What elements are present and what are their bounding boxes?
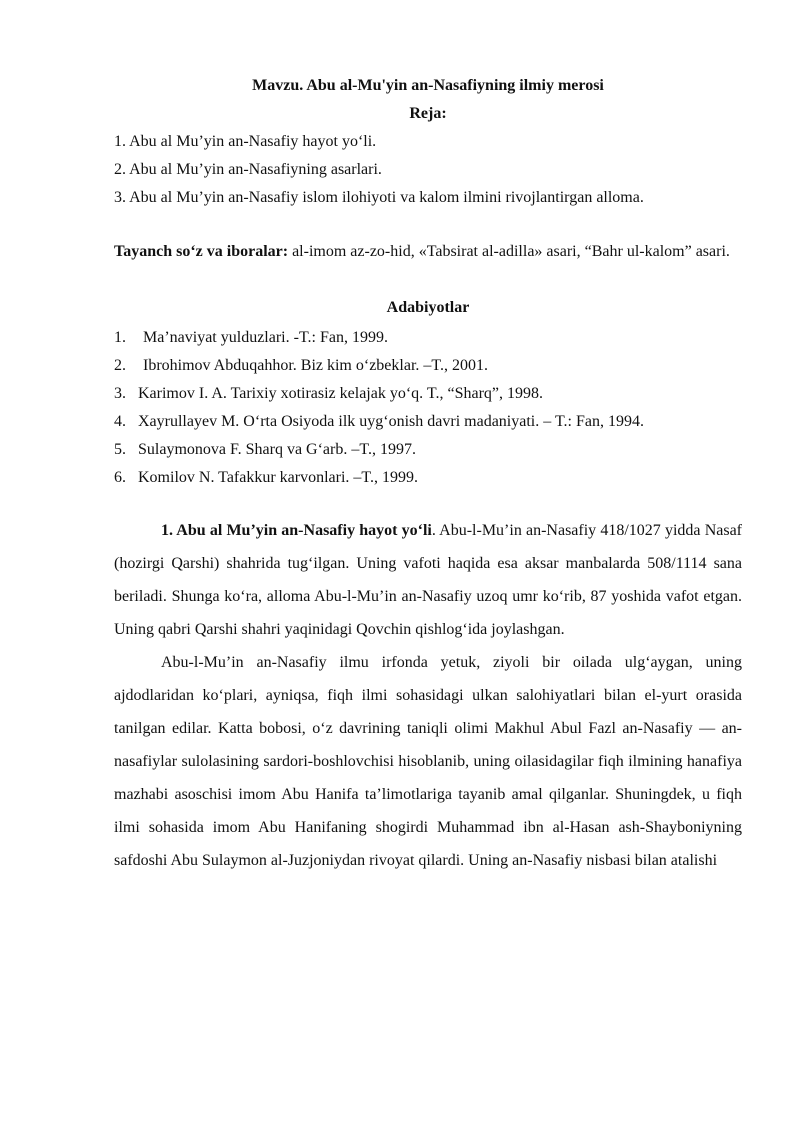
literature-item bbox=[114, 408, 742, 436]
literature-item-text: Xayrullayev M. O‘rta Osiyoda ilk uyg‘onish davri madaniyati. – T.: Fan, 1994. bbox=[138, 413, 644, 430]
literature-item-text: Ibrohimov Abduqahhor. Biz kim o‘zbeklar. –T., 2001. bbox=[143, 357, 488, 374]
section1-paragraph-1 bbox=[114, 514, 742, 646]
literature-item-number: 2. bbox=[114, 357, 126, 374]
plan-item-3: 3. Abu al Mu’yin an-Nasafiy islom ilohiyoti va kalom ilmini rivojlantirgan alloma. bbox=[114, 189, 644, 206]
literature-item-text: Sulaymonova F. Sharq va G‘arb. –T., 1997. bbox=[138, 441, 416, 458]
document-page bbox=[114, 72, 742, 877]
literature-item bbox=[114, 464, 742, 492]
literature-item-text: Ma’naviyat yulduzlari. -T.: Fan, 1999. bbox=[143, 329, 388, 346]
keywords-text: al-imom az-zo-hid, «Tabsirat al-adilla» asari, “Bahr ul-kalom” asari. bbox=[288, 243, 730, 260]
literature-item-number: 4. bbox=[114, 413, 126, 430]
section1-heading: 1. Abu al Mu’yin an-Nasafiy hayot yo‘li bbox=[161, 522, 432, 539]
plan-heading: Reja: bbox=[409, 105, 447, 122]
literature-item bbox=[114, 436, 742, 464]
literature-item-text: Komilov N. Tafakkur karvonlari. –T., 1999. bbox=[138, 469, 419, 486]
spacer bbox=[114, 492, 742, 514]
section1-paragraph-2: Abu-l-Mu’in an-Nasafiy ilmu irfonda yetuk, ziyoli bir oilada ulg‘aygan, uning ajdodlaridan ko‘plari, ayniqsa, fiqh ilmi sohasidagi ulkan salohiyatlari bilan el-yurt orasida tanilgan edilar. Katta bobosi, o‘z davrining taniqli olimi Makhul Abul Fazl an-Nasafiy — an-nasafiylar sulolasining sardori-boshlovchisi hisoblanib, uning oilasidagilar fiqh ilmining hanafiya mazhabi asoschisi imom Abu Hanifa ta’limotlariga tayanib amal qilganlar. Shuningdek, u fiqh ilmi sohasida imom Abu Hanifaning shogirdi Muhammad ibn al-Hasan ash-Shayboniyning safdoshi Abu Sulaymon al-Juzjoniydan rivoyat qilardi. Uning an-Nasafiy nisbasi bilan atalishi bbox=[114, 654, 742, 869]
literature-item-number: 6. bbox=[114, 469, 126, 486]
plan-item-2: 2. Abu al Mu’yin an-Nasafiyning asarlari. bbox=[114, 161, 382, 178]
literature-item bbox=[114, 324, 742, 352]
spacer bbox=[114, 212, 742, 236]
literature-item bbox=[114, 352, 742, 380]
literature-item bbox=[114, 380, 742, 408]
keywords-label: Tayanch so‘z va iboralar: bbox=[114, 243, 289, 260]
page-title: Mavzu. Abu al-Mu'yin an-Nasafiyning ilmiy merosi bbox=[252, 77, 604, 94]
literature-item-text: Karimov I. A. Tarixiy xotirasiz kelajak yo‘q. T., “Sharq”, 1998. bbox=[138, 385, 544, 402]
literature-item-number: 5. bbox=[114, 441, 126, 458]
keywords-paragraph bbox=[114, 236, 742, 268]
plan-item-1: 1. Abu al Mu’yin an-Nasafiy hayot yo‘li. bbox=[114, 133, 377, 150]
section1-paragraph-1-text: . Abu-l-Mu’in an-Nasafiy 418/1027 yidda Nasaf (hozirgi Qarshi) shahrida tug‘ilgan. Uning vafoti haqida esa aksar manbalarda 508/1114 sana beriladi. Shunga ko‘ra, alloma Abu-l-Mu’in an-Nasafiy uzoq umr ko‘rib, 87 yoshida vafot etgan. Uning qabri Qarshi shahri yaqinidagi Qovchin qishlog‘ida joylashgan. bbox=[114, 522, 743, 638]
literature-item-number: 3. bbox=[114, 385, 126, 402]
literature-item-number: 1. bbox=[114, 329, 126, 346]
literature-heading: Adabiyotlar bbox=[386, 299, 470, 316]
spacer bbox=[114, 268, 742, 292]
